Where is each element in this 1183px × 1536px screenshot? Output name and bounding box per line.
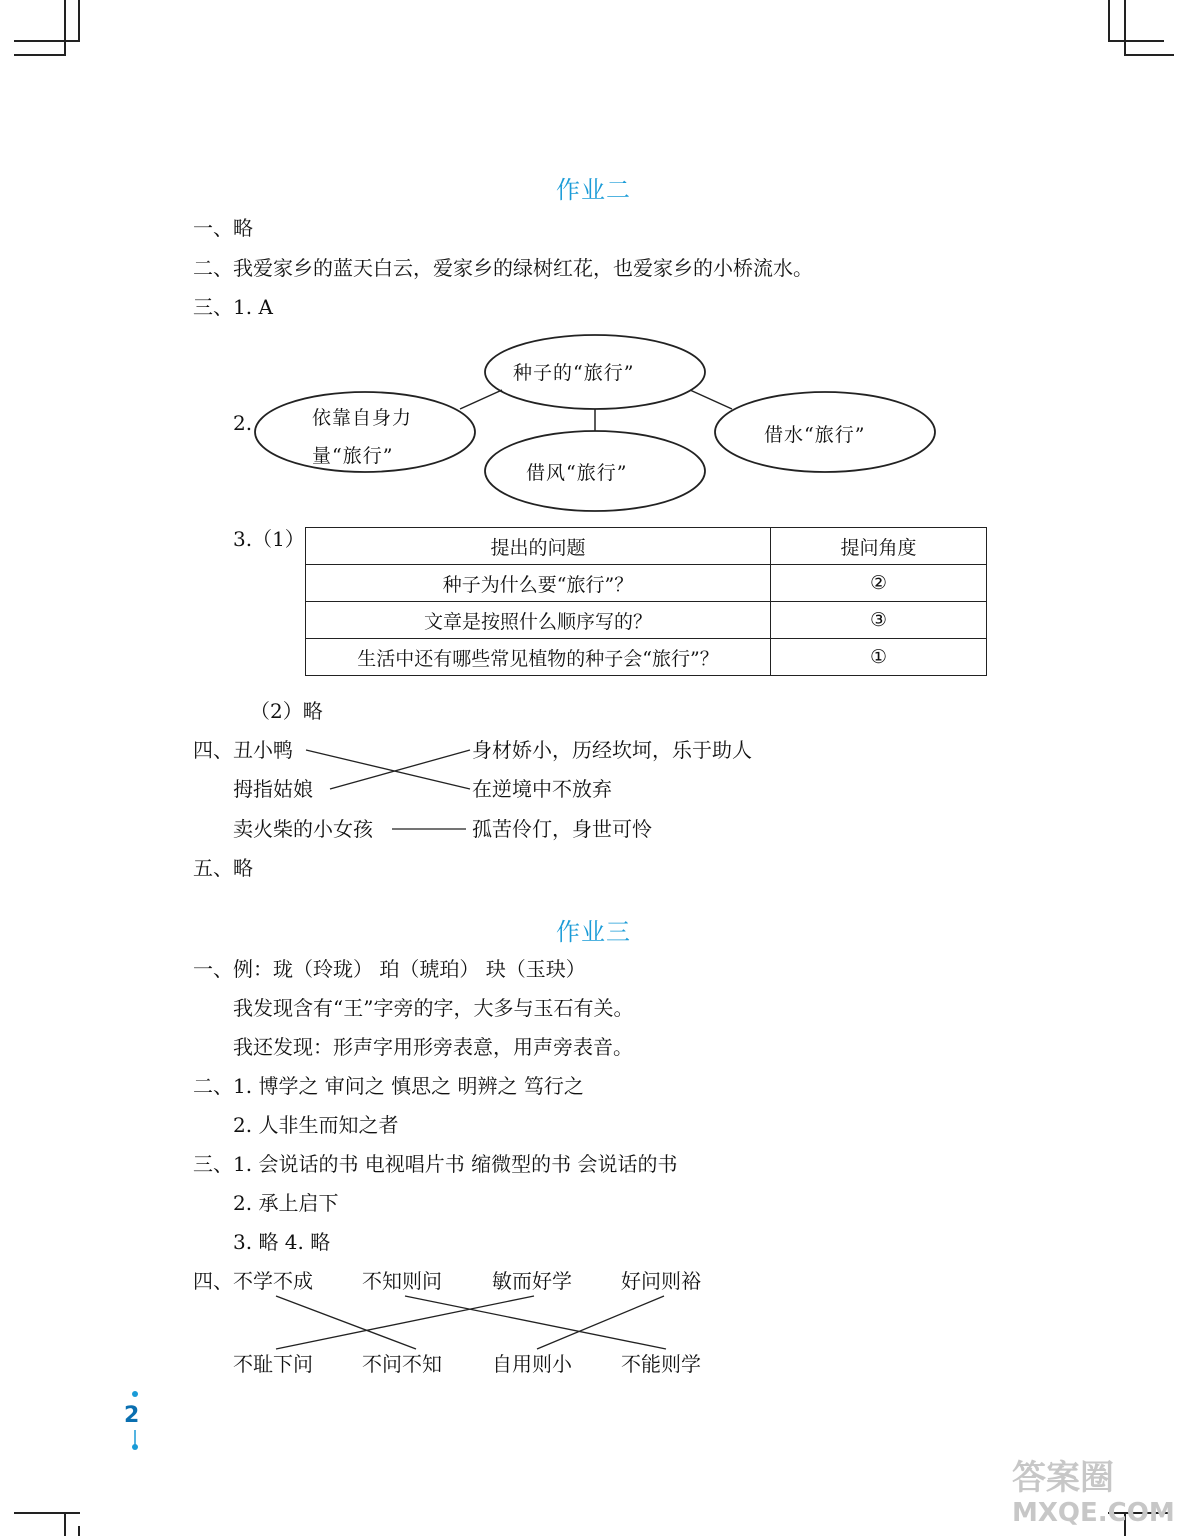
hw2-answer-3-1: 三、1. A [193, 295, 273, 319]
question-angle-table [305, 527, 987, 676]
table-header-angle: 提问角度 [771, 528, 987, 565]
match-line-hw3-1 [276, 1296, 416, 1349]
hw3-answer-3-line2: 2. 承上启下 [233, 1191, 339, 1215]
diagram-middle-label: 借风“旅行” [526, 462, 628, 484]
match-left-item: 卖火柴的小女孩 [233, 817, 373, 841]
hw3-answer-2-line1: 二、1. 博学之 审问之 慎思之 明辨之 笃行之 [193, 1074, 584, 1098]
hw2-answer-3-2-label: 2. [233, 411, 253, 435]
table-row [306, 602, 987, 639]
diagram-connector-right [690, 390, 732, 409]
diagram-right-label: 借水“旅行” [764, 424, 866, 446]
match-right-item: 在逆境中不放弃 [472, 777, 612, 801]
hw2-answer-2: 二、我爱家乡的蓝天白云，爱家乡的绿树红花，也爱家乡的小桥流水。 [193, 256, 813, 280]
hw3-answer-1-line3: 我还发现：形声字用形旁表意，用声旁表音。 [233, 1035, 633, 1059]
match-top-item: 好问则裕 [621, 1269, 701, 1293]
table-cell-question: 种子为什么要“旅行”？ [306, 565, 771, 602]
match-bottom-item: 不问不知 [362, 1352, 442, 1376]
section-title-hw2: 作业二 [556, 176, 631, 204]
table-cell-angle: ③ [771, 602, 987, 639]
diagram-left-label-line2: 量“旅行” [312, 445, 394, 467]
match-line-hw2-2 [330, 750, 470, 789]
page-number-dot-top [132, 1391, 138, 1397]
hw2-answer-4-label: 四、 [193, 738, 233, 762]
match-line-hw2-1 [306, 750, 470, 789]
match-line-hw3-3 [276, 1296, 534, 1349]
match-right-item: 身材娇小，历经坎坷，乐于助人 [472, 738, 752, 762]
page-number: 2 [124, 1403, 140, 1428]
hw3-answer-2-line2: 2. 人非生而知之者 [233, 1113, 399, 1137]
match-top-item: 不学不成 [233, 1269, 313, 1293]
watermark [1012, 1458, 1175, 1528]
watermark-logo-text: 答案圈 [1012, 1458, 1114, 1498]
match-left-item: 拇指姑娘 [233, 777, 313, 801]
match-bottom-item: 不能则学 [621, 1352, 701, 1376]
section-title-hw3: 作业三 [556, 918, 631, 946]
watermark-url: MXQE.COM [1012, 1498, 1175, 1528]
table-cell-angle: ① [771, 639, 987, 676]
table-cell-question: 生活中还有哪些常见植物的种子会“旅行”？ [306, 639, 771, 676]
table-cell-question: 文章是按照什么顺序写的？ [306, 602, 771, 639]
match-bottom-item: 自用则小 [492, 1352, 572, 1376]
hw3-answer-1-line2: 我发现含有“王”字旁的字，大多与玉石有关。 [233, 996, 634, 1020]
match-top-item: 不知则问 [362, 1269, 442, 1293]
table-row [306, 565, 987, 602]
hw2-answer-1: 一、略 [193, 216, 253, 240]
hw3-answer-1-line1: 一、例：珑（玲珑） 珀（琥珀） 玦（玉玦） [193, 957, 586, 981]
hw2-answer-3-3-2: （2）略 [250, 699, 323, 723]
match-left-item: 丑小鸭 [233, 738, 293, 762]
match-bottom-item: 不耻下问 [233, 1352, 313, 1376]
table-header-row [306, 528, 987, 565]
diagram-connector-left [460, 390, 502, 409]
hw3-answer-3-line3: 3. 略 4. 略 [233, 1230, 331, 1254]
match-line-hw3-2 [405, 1296, 666, 1349]
match-right-item: 孤苦伶仃，身世可怜 [472, 817, 652, 841]
hw3-answer-4-label: 四、 [193, 1269, 233, 1293]
match-top-item: 敏而好学 [492, 1269, 572, 1293]
table-header-question: 提出的问题 [306, 528, 771, 565]
table-row [306, 639, 987, 676]
hw2-answer-5: 五、略 [193, 856, 253, 880]
hw3-answer-3-line1: 三、1. 会说话的书 电视唱片书 缩微型的书 会说话的书 [193, 1152, 678, 1176]
diagram-left-label-line1: 依靠自身力 [312, 407, 413, 429]
match-line-hw3-4 [537, 1296, 664, 1349]
table-cell-angle: ② [771, 565, 987, 602]
diagram-center-label: 种子的“旅行” [513, 362, 635, 384]
hw2-answer-3-3-label: 3.（1） [233, 527, 305, 551]
